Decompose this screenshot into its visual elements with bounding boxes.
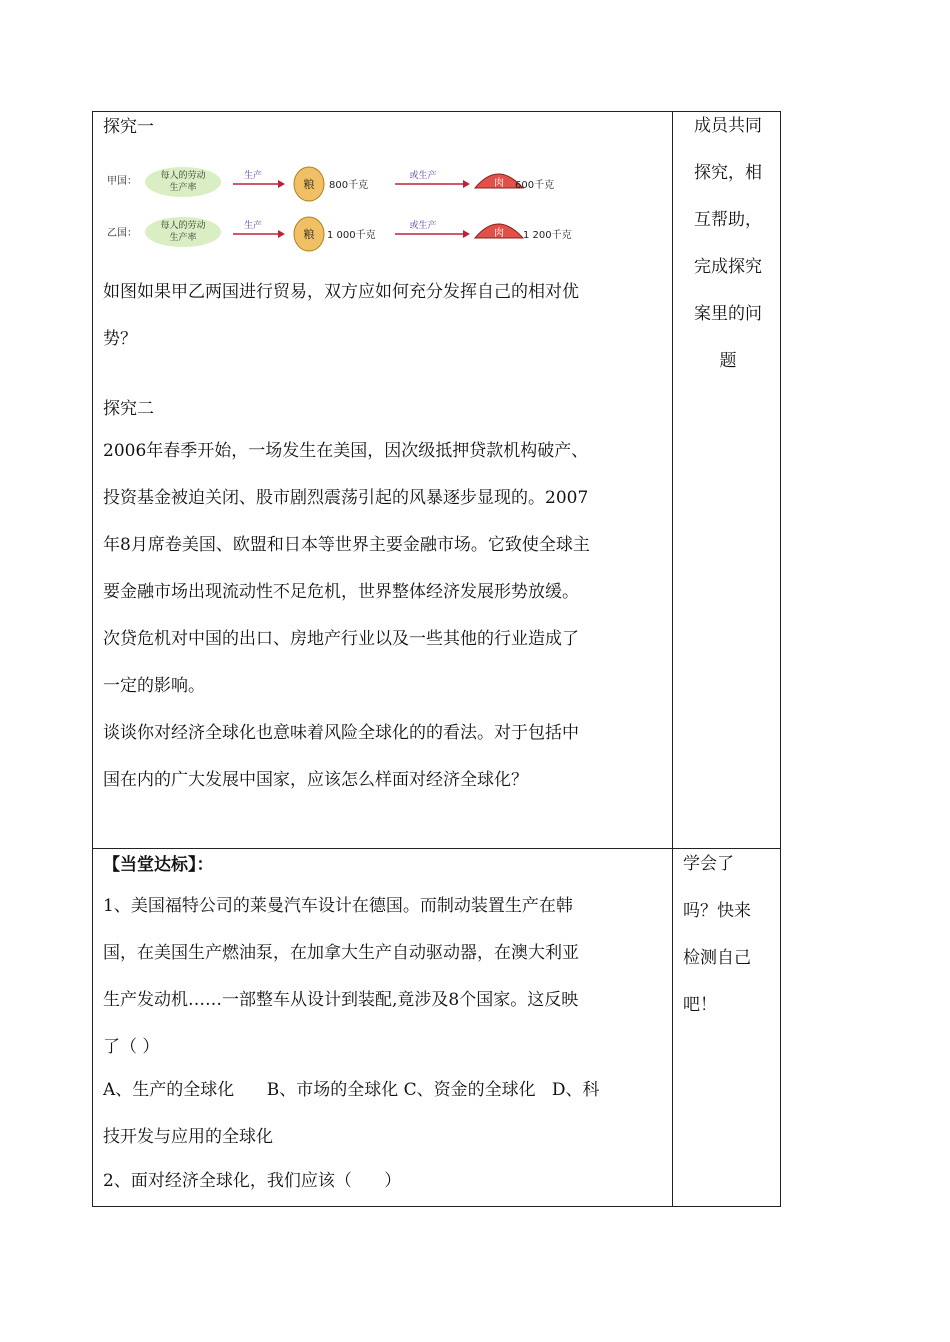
body-line: 2006年春季开始，一场发生在美国，因次级抵押贷款机构破产、: [103, 441, 589, 461]
productivity-jia-1: 每人的劳动: [160, 171, 206, 181]
side-line: 题: [719, 351, 737, 371]
productivity-yi-1: 每人的劳动: [160, 221, 206, 231]
worksheet-table: [92, 111, 781, 1207]
body-line: 次贷危机对中国的出口、房地产行业以及一些其他的行业造成了: [103, 629, 579, 649]
meat-label-jia: 肉: [494, 178, 504, 189]
meat-amount-yi: 1 200千克: [523, 230, 572, 241]
explore-two-body: [103, 428, 663, 710]
meat-amount-jia: 600千克: [515, 180, 555, 191]
q1-options-line: 技开发与应用的全球化: [103, 1127, 273, 1147]
question-1-options: [103, 1067, 663, 1161]
side-line: 检测自己: [683, 948, 751, 968]
explore-two: [103, 396, 663, 422]
side-line: 成员共同: [694, 116, 762, 136]
diagram-row-yi: [107, 217, 572, 251]
side-line: 学会了: [683, 854, 734, 874]
productivity-jia-2: 生产率: [169, 183, 197, 193]
explore-two-question: [103, 710, 663, 804]
q1-options-line: A、生产的全球化 B、市场的全球化 C、资金的全球化 D、科: [103, 1080, 600, 1100]
q2-line: 2、面对经济全球化，我们应该（ ）: [103, 1171, 402, 1191]
q1-line: 国，在美国生产燃油泵，在加拿大生产自动驱动器，在澳大利亚: [103, 943, 579, 963]
question-2: [103, 1168, 663, 1194]
question-line: 谈谈你对经济全球化也意味着风险全球化的的看法。对于包括中: [103, 723, 579, 743]
body-line: 投资基金被迫关闭、股市剧烈震荡引起的风暴逐步显现的。2007: [103, 488, 589, 508]
arrow-produce-yi: 生产: [243, 221, 263, 231]
side-line: 吗？快来: [683, 901, 751, 921]
explore-two-title: 探究二: [103, 399, 154, 419]
side-note-practice: [683, 841, 773, 1029]
arrow-or-produce-jia: 或生产: [409, 171, 437, 181]
explore-one-question: [103, 269, 663, 363]
grain-amount-yi: 1 000千克: [327, 230, 376, 241]
q1-line: 生产发动机……一部整车从设计到装配,竟涉及8个国家。这反映: [103, 990, 579, 1010]
side-line: 探究，相: [694, 163, 762, 183]
question-1: [103, 883, 663, 1071]
question-line: 国在内的广大发展中国家，应该怎么样面对经济全球化？: [103, 770, 528, 790]
country-jia: 甲国：: [107, 176, 137, 187]
country-yi: 乙国：: [107, 228, 137, 239]
grain-label-yi: 粮: [303, 228, 315, 241]
row-divider: [93, 848, 780, 849]
column-divider: [672, 112, 673, 1206]
q1-line: 了（ ）: [103, 1037, 160, 1057]
body-line: 一定的影响。: [103, 676, 205, 696]
body-line: 要金融市场出现流动性不足危机，世界整体经济发展形势放缓。: [103, 582, 579, 602]
meat-label-yi: 肉: [494, 228, 504, 239]
side-note-explore: [683, 103, 773, 385]
question-line: 如图如果甲乙两国进行贸易，双方应如何充分发挥自己的相对优: [103, 282, 579, 302]
diagram-row-jia: [107, 167, 554, 201]
explore-one: [103, 114, 663, 140]
practice-section: [103, 852, 663, 878]
grain-amount-jia: 800千克: [329, 180, 369, 191]
q1-line: 1、美国福特公司的莱曼汽车设计在德国。而制动装置生产在韩: [103, 896, 573, 916]
productivity-yi-2: 生产率: [169, 233, 197, 243]
explore-one-title: 探究一: [103, 117, 154, 137]
arrow-produce-jia: 生产: [243, 171, 263, 181]
side-line: 案里的问: [694, 304, 762, 324]
grain-label-jia: 粮: [303, 178, 315, 191]
body-line: 年8月席卷美国、欧盟和日本等世界主要金融市场。它致使全球主: [103, 535, 590, 555]
question-line: 势？: [103, 329, 137, 349]
practice-title: 【当堂达标】：: [103, 855, 214, 875]
productivity-diagram: [103, 156, 573, 264]
side-line: 完成探究: [694, 257, 762, 277]
side-line: 互帮助，: [694, 210, 762, 230]
side-line: 吧！: [683, 995, 717, 1015]
arrow-or-produce-yi: 或生产: [409, 221, 437, 231]
